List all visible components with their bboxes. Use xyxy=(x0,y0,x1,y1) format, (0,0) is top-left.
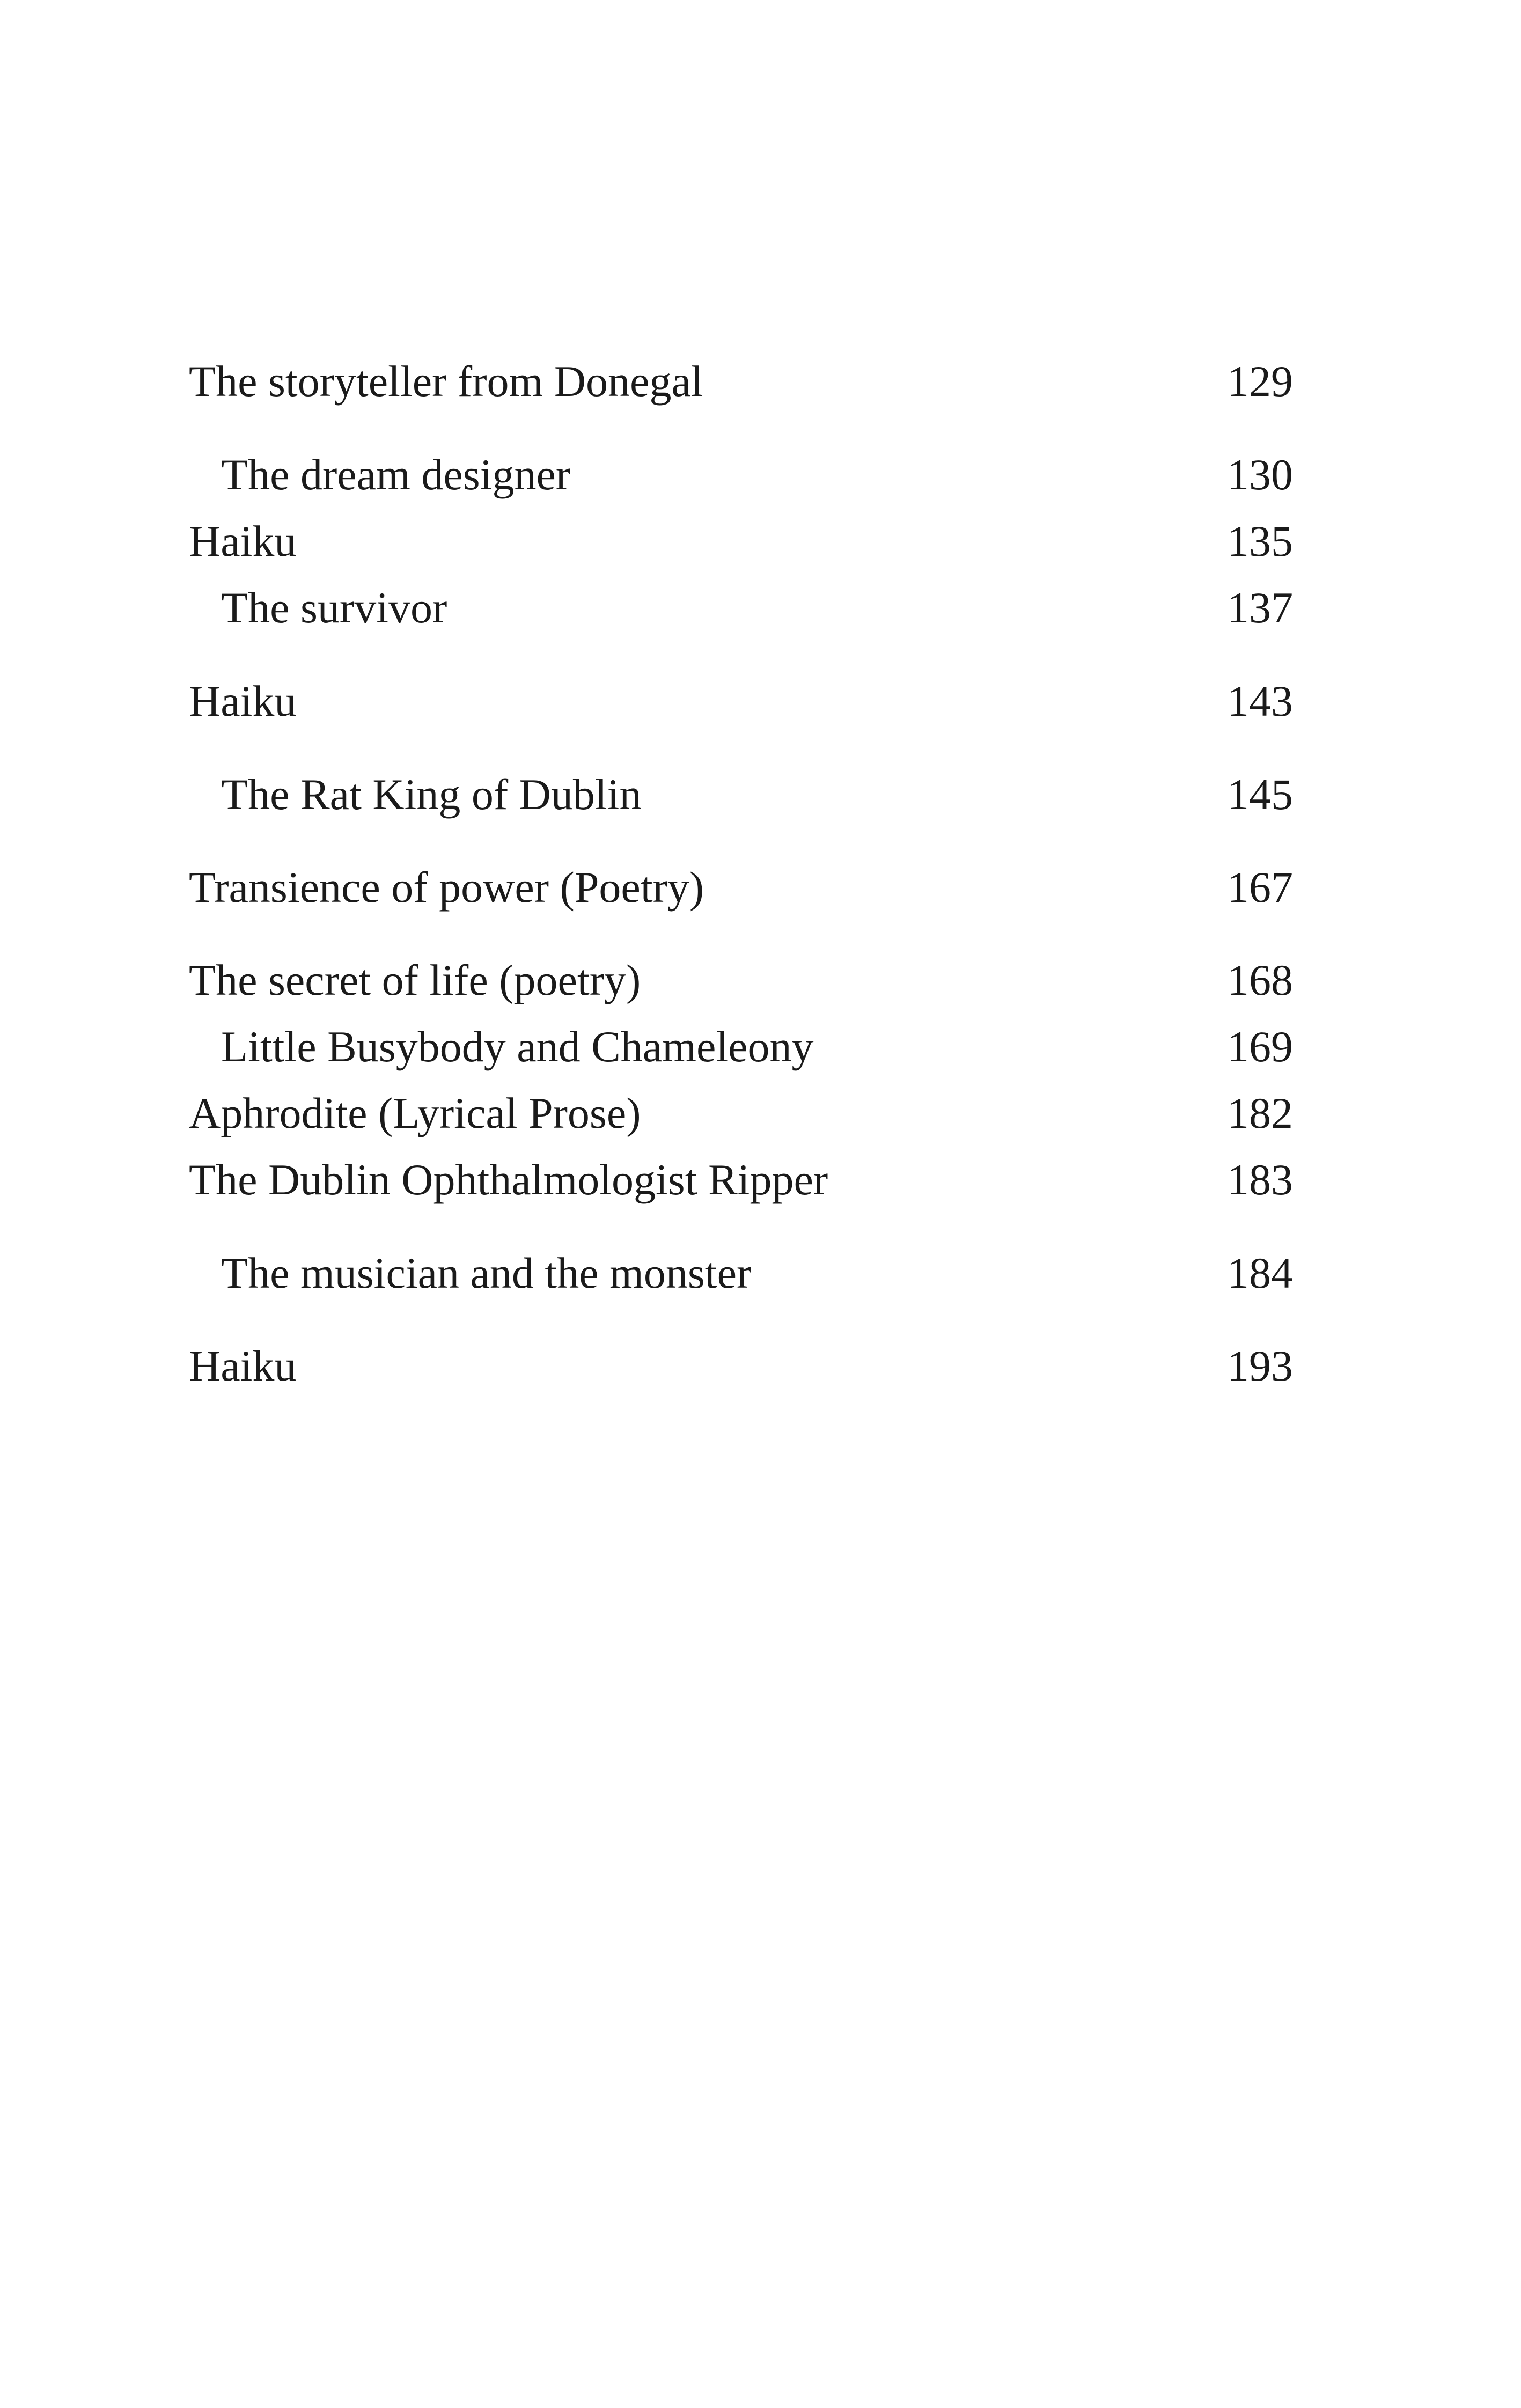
toc-entry-page: 184 xyxy=(1227,1249,1293,1297)
toc-entry xyxy=(189,672,1293,731)
toc-entry-title: The musician and the monster xyxy=(221,1249,752,1297)
toc-entry xyxy=(189,1244,1293,1303)
toc-entry xyxy=(189,1150,1293,1209)
toc-entry xyxy=(189,951,1293,1010)
toc-entry-page: 182 xyxy=(1227,1089,1293,1137)
toc-entry-page: 130 xyxy=(1227,450,1293,499)
toc-entry-page: 167 xyxy=(1227,863,1293,912)
toc-entry-title: The Rat King of Dublin xyxy=(221,770,642,819)
toc-entry-title: Little Busybody and Chameleony xyxy=(221,1022,814,1071)
toc-entry-page: 193 xyxy=(1227,1341,1293,1390)
toc-entry-page: 145 xyxy=(1227,770,1293,819)
toc-entry-title: Haiku xyxy=(189,677,297,725)
toc-entry-title: Haiku xyxy=(189,517,297,566)
toc-entry xyxy=(189,1337,1293,1396)
toc-entry xyxy=(189,445,1293,504)
toc-entry xyxy=(189,765,1293,824)
toc-entry-title: The secret of life (poetry) xyxy=(189,956,641,1004)
toc-entry-page: 183 xyxy=(1227,1155,1293,1204)
toc-entry-page: 169 xyxy=(1227,1022,1293,1071)
toc-entry-title: Transience of power (Poetry) xyxy=(189,863,704,912)
toc-entry-page: 137 xyxy=(1227,583,1293,632)
toc-entry-title: The dream designer xyxy=(221,450,571,499)
toc-entry-title: Aphrodite (Lyrical Prose) xyxy=(189,1089,641,1137)
toc-entry-title: The survivor xyxy=(221,583,447,632)
toc-entry-title: Haiku xyxy=(189,1341,297,1390)
toc-entry xyxy=(189,858,1293,917)
toc-entry xyxy=(189,578,1293,637)
toc-entry-title: The Dublin Ophthalmologist Ripper xyxy=(189,1155,828,1204)
toc-entry xyxy=(189,1017,1293,1076)
toc-entry xyxy=(189,352,1293,411)
toc-entry-page: 143 xyxy=(1227,677,1293,725)
toc-entry xyxy=(189,512,1293,571)
toc-entry-page: 168 xyxy=(1227,956,1293,1004)
toc-entry xyxy=(189,1084,1293,1143)
toc-entry-page: 135 xyxy=(1227,517,1293,566)
toc-entry-page: 129 xyxy=(1227,357,1293,406)
toc-entry-title: The storyteller from Donegal xyxy=(189,357,703,406)
